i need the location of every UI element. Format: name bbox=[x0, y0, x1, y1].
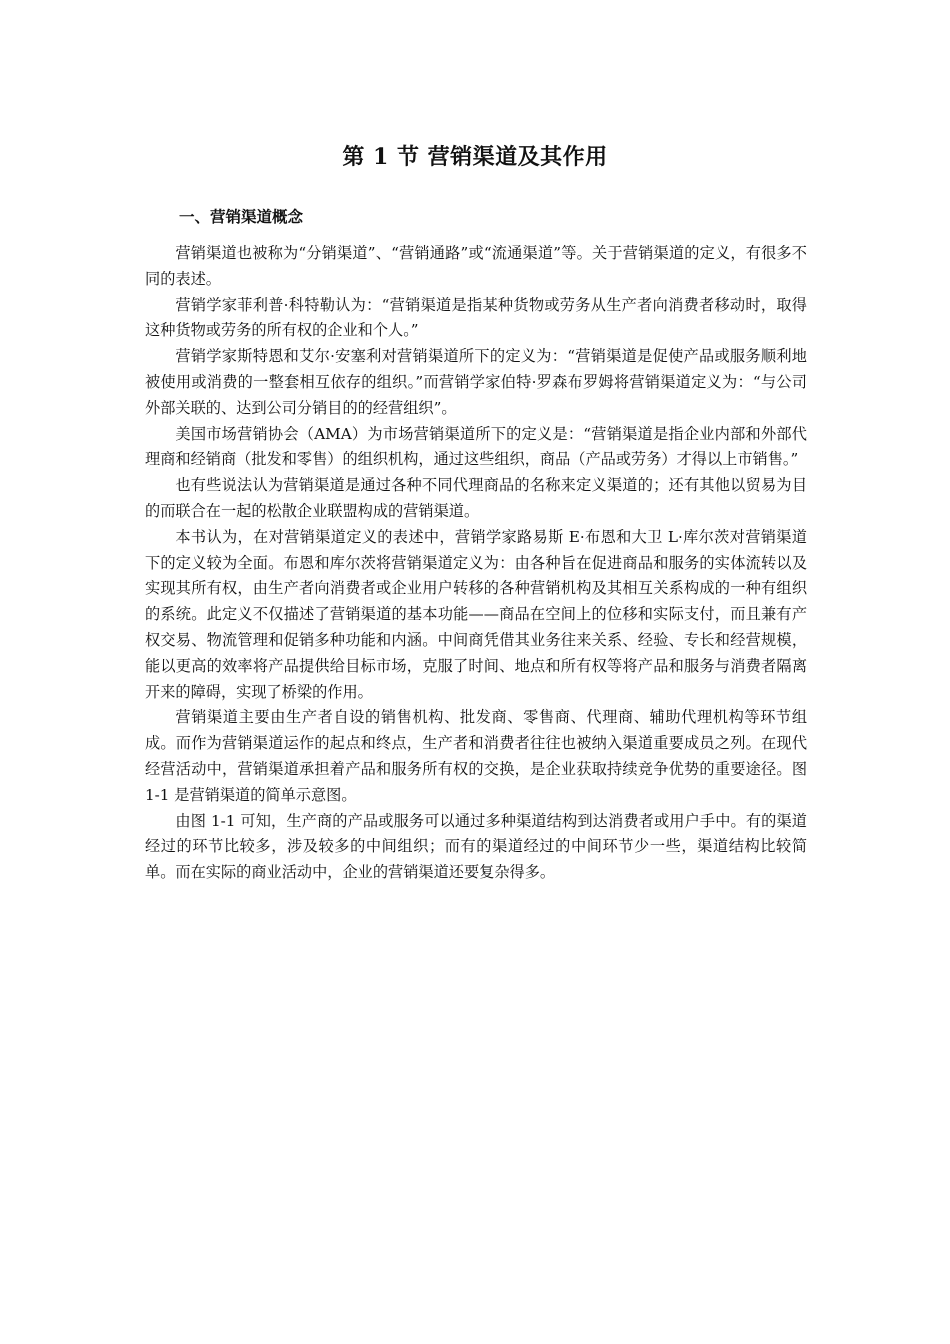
paragraph: 营销渠道也被称为“分销渠道”、“营销通路”或“流通渠道”等。关于营销渠道的定义，有很多不同的表述。 bbox=[145, 244, 807, 288]
paragraph: 美国市场营销协会（AMA）为市场营销渠道所下的定义是：“营销渠道是指企业内部和外部代理商和经销商（批发和零售）的组织机构，通过这些组织，商品（产品或劳务）才得以上市销售。” bbox=[145, 424, 807, 469]
paragraph: 本书认为，在对营销渠道定义的表述中，营销学家路易斯 E·布恩和大卫 L·库尔茨对营销渠道下的定义较为全面。布恩和库尔茨将营销渠道定义为：由各种旨在促进商品和服务的实体流转以及实现其所有权，由生产者向消费者或企业用户转移的各种营销机构及其相互关系构成的一种有组织的系统。此定义不仅描述了营销渠道的基本功能——商品在空间上的位移和实际支付，而且兼有产权交易、物流管理和促销多种功能和内涵。中间商凭借其业务往来关系、经验、专长和经营规模，能以更高的效率将产品提供给目标市场，克服了时间、地点和所有权等将产品和服务与消费者隔离开来的障碍，实现了桥梁的作用。 bbox=[145, 527, 807, 701]
section-heading: 一、营销渠道概念 bbox=[179, 208, 304, 226]
paragraph: 营销渠道主要由生产者自设的销售机构、批发商、零售商、代理商、辅助代理机构等环节组成。而作为营销渠道运作的起点和终点，生产者和消费者往往也被纳入渠道重要成员之列。在现代经营活动中，营销渠道承担着产品和服务所有权的交换，是企业获取持续竞争优势的重要途径。图 1-1 是营销渠道的简单示意图。 bbox=[145, 708, 807, 804]
paragraph: 由图 1-1 可知，生产商的产品或服务可以通过多种渠道结构到达消费者或用户手中。有的渠道经过的环节比较多，涉及较多的中间组织；而有的渠道经过的中间环节少一些，渠道结构比较简单。而在实际的商业活动中，企业的营销渠道还要复杂得多。 bbox=[145, 811, 807, 882]
page-title: 第 1 节 营销渠道及其作用 bbox=[342, 144, 608, 170]
paragraph: 也有些说法认为营销渠道是通过各种不同代理商品的名称来定义渠道的；还有其他以贸易为目的而联合在一起的松散企业联盟构成的营销渠道。 bbox=[145, 476, 807, 520]
paragraph: 营销学家菲利普·科特勒认为：“营销渠道是指某种货物或劳务从生产者向消费者移动时，取得这种货物或劳务的所有权的企业和个人。” bbox=[145, 295, 807, 340]
body-text bbox=[145, 241, 807, 886]
paragraph: 营销学家斯特恩和艾尔·安塞利对营销渠道所下的定义为：“营销渠道是促使产品或服务顺利地被使用或消费的一整套相互依存的组织。”而营销学家伯特·罗森布罗姆将营销渠道定义为：“与公司外部关联的、达到公司分销目的的经营组织”。 bbox=[145, 347, 807, 417]
